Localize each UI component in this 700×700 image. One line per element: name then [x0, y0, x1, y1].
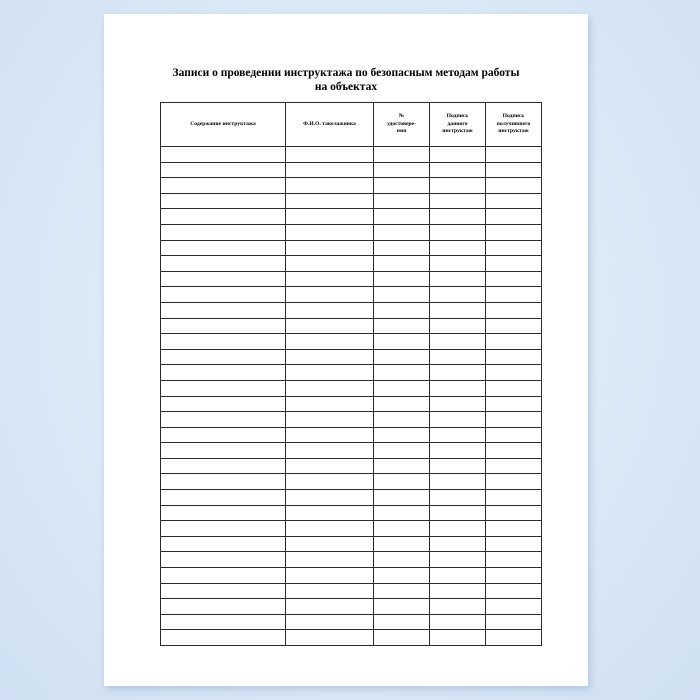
table-row	[161, 302, 542, 318]
table-body	[161, 147, 542, 646]
page-title	[144, 66, 548, 95]
table-row	[161, 240, 542, 256]
table-cell[interactable]	[430, 568, 486, 584]
column-header-receiver-signature: Подпись получившего инструктаж	[486, 103, 542, 147]
table-cell[interactable]	[486, 536, 542, 552]
table-cell[interactable]	[486, 505, 542, 521]
table-cell[interactable]	[430, 178, 486, 194]
table-cell[interactable]	[430, 209, 486, 225]
table-cell[interactable]	[486, 224, 542, 240]
table-cell[interactable]	[374, 209, 430, 225]
table-cell[interactable]	[286, 396, 374, 412]
table-row	[161, 349, 542, 365]
table-cell[interactable]	[161, 521, 286, 537]
table-row	[161, 599, 542, 615]
table-cell[interactable]	[161, 147, 286, 163]
table-cell[interactable]	[286, 458, 374, 474]
table-cell[interactable]	[161, 427, 286, 443]
table-row	[161, 458, 542, 474]
table-row	[161, 287, 542, 303]
column-header-name: Ф.И.О. такелажника	[286, 103, 374, 147]
table-cell[interactable]	[286, 287, 374, 303]
table-cell[interactable]	[161, 536, 286, 552]
table-cell[interactable]	[486, 271, 542, 287]
table-cell[interactable]	[374, 318, 430, 334]
table-row	[161, 318, 542, 334]
table-cell[interactable]	[486, 256, 542, 272]
table-row	[161, 365, 542, 381]
table-cell[interactable]	[286, 536, 374, 552]
table-cell[interactable]	[374, 380, 430, 396]
table-cell[interactable]	[161, 318, 286, 334]
table-cell[interactable]	[161, 209, 286, 225]
table-cell[interactable]	[374, 536, 430, 552]
table-cell[interactable]	[286, 490, 374, 506]
table-cell[interactable]	[161, 162, 286, 178]
table-cell[interactable]	[286, 380, 374, 396]
table-cell[interactable]	[374, 224, 430, 240]
table-cell[interactable]	[286, 193, 374, 209]
table-cell[interactable]	[430, 193, 486, 209]
table-row	[161, 443, 542, 459]
column-header-certificate-number: № удостовере- ния	[374, 103, 430, 147]
table-cell[interactable]	[486, 302, 542, 318]
table-row	[161, 162, 542, 178]
table-cell[interactable]	[286, 256, 374, 272]
table-cell[interactable]	[161, 193, 286, 209]
table-cell[interactable]	[486, 427, 542, 443]
table-cell[interactable]	[161, 302, 286, 318]
table-cell[interactable]	[430, 427, 486, 443]
table-cell[interactable]	[430, 287, 486, 303]
table-cell[interactable]	[374, 162, 430, 178]
table-cell[interactable]	[486, 287, 542, 303]
table-cell[interactable]	[430, 365, 486, 381]
table-cell[interactable]	[430, 147, 486, 163]
table-cell[interactable]	[374, 147, 430, 163]
table-cell[interactable]	[161, 349, 286, 365]
table-cell[interactable]	[161, 552, 286, 568]
table-row	[161, 536, 542, 552]
table-cell[interactable]	[374, 474, 430, 490]
table-cell[interactable]	[486, 552, 542, 568]
table-cell[interactable]	[374, 599, 430, 615]
table-row	[161, 271, 542, 287]
table-cell[interactable]	[161, 474, 286, 490]
table-cell[interactable]	[286, 505, 374, 521]
table-cell[interactable]	[430, 458, 486, 474]
table-cell[interactable]	[430, 302, 486, 318]
page-title-line-1: Записи о проведении инструктажа по безопасным методам работы	[172, 67, 520, 79]
table-cell[interactable]	[430, 490, 486, 506]
table-cell[interactable]	[374, 412, 430, 428]
table-cell[interactable]	[430, 162, 486, 178]
table-cell[interactable]	[374, 349, 430, 365]
page-title-line-2: на объектах	[314, 81, 378, 94]
table-cell[interactable]	[486, 209, 542, 225]
table-cell[interactable]	[286, 318, 374, 334]
table-row	[161, 147, 542, 163]
table-cell[interactable]	[286, 334, 374, 350]
document-page	[104, 14, 588, 686]
table-header-row	[161, 103, 542, 147]
table-cell[interactable]	[430, 412, 486, 428]
table-cell[interactable]	[430, 614, 486, 630]
table-cell[interactable]	[286, 162, 374, 178]
table-cell[interactable]	[374, 365, 430, 381]
table-cell[interactable]	[486, 458, 542, 474]
table-cell[interactable]	[486, 490, 542, 506]
table-cell[interactable]	[374, 490, 430, 506]
table-cell[interactable]	[374, 568, 430, 584]
table-cell[interactable]	[286, 443, 374, 459]
table-cell[interactable]	[374, 505, 430, 521]
table-cell[interactable]	[430, 583, 486, 599]
table-cell[interactable]	[430, 224, 486, 240]
table-cell[interactable]	[161, 443, 286, 459]
table-cell[interactable]	[286, 412, 374, 428]
table-cell[interactable]	[161, 256, 286, 272]
table-cell[interactable]	[486, 162, 542, 178]
table-row	[161, 630, 542, 646]
table-cell[interactable]	[486, 349, 542, 365]
table-cell[interactable]	[486, 178, 542, 194]
table-cell[interactable]	[286, 583, 374, 599]
table-cell[interactable]	[374, 583, 430, 599]
table-row	[161, 412, 542, 428]
table-cell[interactable]	[286, 552, 374, 568]
table-cell[interactable]	[430, 380, 486, 396]
table-cell[interactable]	[286, 568, 374, 584]
table-row	[161, 209, 542, 225]
table-cell[interactable]	[161, 412, 286, 428]
table-cell[interactable]	[286, 178, 374, 194]
table-cell[interactable]	[486, 318, 542, 334]
table-cell[interactable]	[161, 380, 286, 396]
table-row	[161, 505, 542, 521]
column-header-instructor-signature: Подпись данного инструктаж	[430, 103, 486, 147]
table-cell[interactable]	[286, 224, 374, 240]
table-cell[interactable]	[161, 505, 286, 521]
table-header	[161, 103, 542, 147]
table-cell[interactable]	[486, 380, 542, 396]
column-header-content: Содержание инструктажа	[161, 103, 286, 147]
table-cell[interactable]	[161, 365, 286, 381]
table-cell[interactable]	[161, 287, 286, 303]
table-cell[interactable]	[430, 521, 486, 537]
table-cell[interactable]	[161, 630, 286, 646]
table-row	[161, 490, 542, 506]
table-cell[interactable]	[486, 599, 542, 615]
table-cell[interactable]	[486, 474, 542, 490]
table-cell[interactable]	[486, 396, 542, 412]
table-cell[interactable]	[286, 147, 374, 163]
table-cell[interactable]	[286, 521, 374, 537]
table-cell[interactable]	[286, 240, 374, 256]
table-cell[interactable]	[161, 599, 286, 615]
table-cell[interactable]	[430, 474, 486, 490]
table-cell[interactable]	[486, 334, 542, 350]
table-cell[interactable]	[486, 443, 542, 459]
table-cell[interactable]	[430, 318, 486, 334]
table-cell[interactable]	[374, 193, 430, 209]
table-cell[interactable]	[161, 334, 286, 350]
table-cell[interactable]	[430, 334, 486, 350]
table-cell[interactable]	[374, 302, 430, 318]
table-cell[interactable]	[486, 568, 542, 584]
table-cell[interactable]	[286, 630, 374, 646]
table-cell[interactable]	[430, 599, 486, 615]
table-cell[interactable]	[430, 256, 486, 272]
table-cell[interactable]	[486, 240, 542, 256]
table-cell[interactable]	[161, 490, 286, 506]
table-row	[161, 256, 542, 272]
table-cell[interactable]	[430, 552, 486, 568]
table-cell[interactable]	[161, 568, 286, 584]
table-cell[interactable]	[286, 302, 374, 318]
table-cell[interactable]	[374, 240, 430, 256]
table-cell[interactable]	[374, 334, 430, 350]
records-table	[160, 102, 542, 646]
table-row	[161, 568, 542, 584]
table-cell[interactable]	[161, 271, 286, 287]
table-cell[interactable]	[161, 614, 286, 630]
table-cell[interactable]	[374, 614, 430, 630]
table-cell[interactable]	[430, 396, 486, 412]
table-row	[161, 552, 542, 568]
table-cell[interactable]	[486, 193, 542, 209]
table-cell[interactable]	[161, 458, 286, 474]
table-cell[interactable]	[374, 521, 430, 537]
table-cell[interactable]	[430, 630, 486, 646]
table-cell[interactable]	[374, 552, 430, 568]
table-cell[interactable]	[486, 630, 542, 646]
table-cell[interactable]	[286, 474, 374, 490]
table-cell[interactable]	[161, 583, 286, 599]
table-cell[interactable]	[374, 256, 430, 272]
table-row	[161, 178, 542, 194]
table-cell[interactable]	[430, 443, 486, 459]
table-row	[161, 474, 542, 490]
table-row	[161, 380, 542, 396]
table-cell[interactable]	[486, 521, 542, 537]
table-cell[interactable]	[486, 583, 542, 599]
table-cell[interactable]	[374, 458, 430, 474]
table-cell[interactable]	[374, 287, 430, 303]
table-cell[interactable]	[374, 443, 430, 459]
table-cell[interactable]	[286, 614, 374, 630]
table-cell[interactable]	[374, 178, 430, 194]
table-cell[interactable]	[161, 396, 286, 412]
table-row	[161, 521, 542, 537]
table-cell[interactable]	[286, 271, 374, 287]
table-cell[interactable]	[161, 178, 286, 194]
table-cell[interactable]	[374, 427, 430, 443]
table-cell[interactable]	[486, 412, 542, 428]
table-cell[interactable]	[161, 224, 286, 240]
table-cell[interactable]	[286, 365, 374, 381]
table-cell[interactable]	[374, 396, 430, 412]
table-cell[interactable]	[430, 349, 486, 365]
table-cell[interactable]	[286, 427, 374, 443]
table-row	[161, 583, 542, 599]
table-cell[interactable]	[286, 599, 374, 615]
table-cell[interactable]	[486, 365, 542, 381]
table-cell[interactable]	[161, 240, 286, 256]
table-row	[161, 396, 542, 412]
table-cell[interactable]	[286, 349, 374, 365]
table-cell[interactable]	[430, 536, 486, 552]
table-cell[interactable]	[374, 271, 430, 287]
table-row	[161, 614, 542, 630]
table-cell[interactable]	[286, 209, 374, 225]
table-cell[interactable]	[430, 505, 486, 521]
table-cell[interactable]	[430, 271, 486, 287]
table-row	[161, 224, 542, 240]
table-cell[interactable]	[486, 147, 542, 163]
table-row	[161, 427, 542, 443]
table-cell[interactable]	[430, 240, 486, 256]
table-row	[161, 334, 542, 350]
table-cell[interactable]	[374, 630, 430, 646]
table-cell[interactable]	[486, 614, 542, 630]
table-row	[161, 193, 542, 209]
